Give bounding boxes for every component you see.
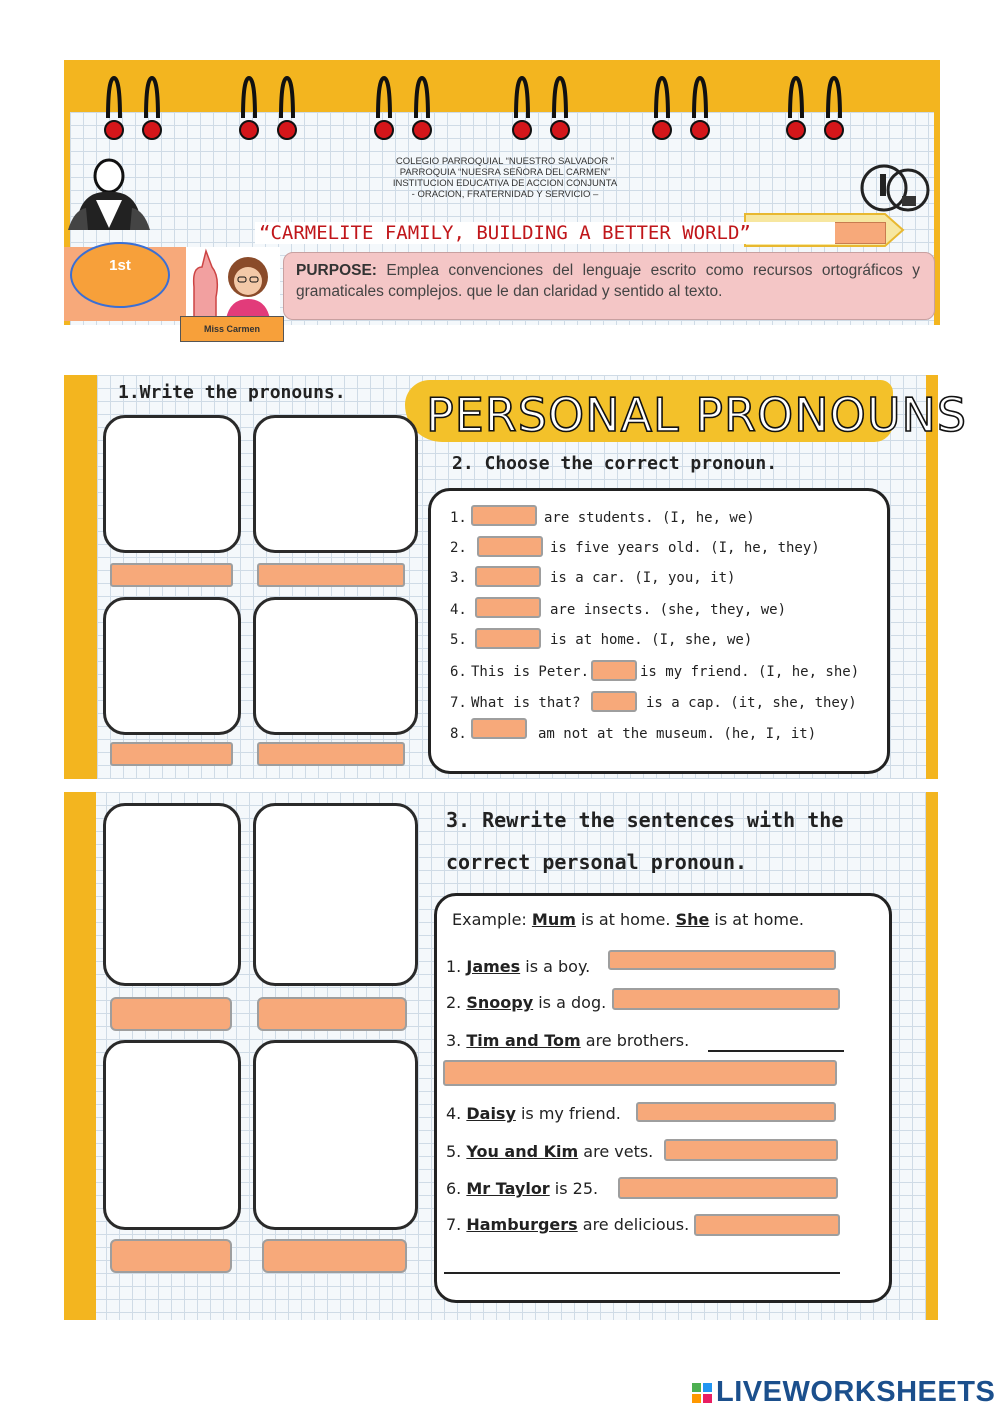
school-info	[340, 156, 670, 200]
binding-ring	[243, 78, 255, 118]
s3-rest: are delicious.	[582, 1215, 690, 1234]
s3-num: 2.	[446, 993, 462, 1012]
s3-row	[446, 957, 590, 976]
picture-group-2	[253, 1040, 418, 1230]
example-rest-2: is at home.	[714, 910, 804, 929]
logo-icon	[692, 1383, 712, 1403]
s2-answer-input-5[interactable]	[475, 628, 541, 649]
teacher-name: Miss Carmen	[203, 324, 261, 334]
binding-ring	[516, 78, 528, 118]
s2-sentence: is a car. (I, you, it)	[550, 570, 736, 586]
s3-row	[446, 1104, 621, 1123]
binding-hole	[691, 121, 709, 139]
s3-subject: Snoopy	[466, 993, 534, 1012]
s3-answer-input-6[interactable]	[618, 1177, 838, 1199]
binding-hole	[143, 121, 161, 139]
s3-subject: Mr Taylor	[466, 1179, 550, 1198]
picture-two-people	[253, 415, 418, 553]
s2-answer-input-4[interactable]	[475, 597, 541, 618]
s3-num: 7.	[446, 1215, 462, 1234]
example-sentence	[452, 910, 804, 929]
saint-logo	[66, 150, 152, 232]
answer-input-picture-7[interactable]	[110, 1239, 232, 1273]
s3-answer-input-2[interactable]	[612, 988, 840, 1010]
s3-row	[446, 1179, 598, 1198]
s3-rest: is a dog.	[538, 993, 607, 1012]
example-label: Example:	[452, 910, 527, 929]
purpose-box	[283, 252, 935, 320]
binding-ring	[656, 78, 668, 118]
page-title-text: PERSONAL PRONOUNS	[426, 388, 968, 442]
answer-input-picture-6[interactable]	[257, 997, 407, 1031]
s2-answer-input-3[interactable]	[475, 566, 541, 587]
binding-ring	[281, 78, 293, 118]
yellow-strip-left	[64, 792, 96, 1320]
write-line	[708, 1050, 844, 1052]
s2-num: 6.	[450, 664, 467, 680]
s3-subject: Hamburgers	[466, 1215, 578, 1234]
s2-sentence-prefix: This is Peter.	[471, 664, 590, 680]
s3-rest: are brothers.	[585, 1031, 690, 1050]
s2-num: 2.	[450, 540, 467, 556]
s2-num: 1.	[450, 510, 467, 526]
s2-num: 7.	[450, 695, 467, 711]
s2-sentence-prefix: What is that?	[471, 695, 581, 711]
binding-ring	[790, 78, 802, 118]
s3-num: 6.	[446, 1179, 462, 1198]
binding-hole	[413, 121, 431, 139]
s3-answer-input-3[interactable]	[443, 1060, 837, 1086]
answer-input-picture-3[interactable]	[110, 742, 233, 766]
teacher-name-plate	[180, 316, 284, 342]
binding-hole	[240, 121, 258, 139]
s3-rest: are vets.	[583, 1142, 654, 1161]
s3-answer-input-1[interactable]	[608, 950, 836, 970]
grade-badge	[70, 242, 170, 308]
school-line: COLEGIO PARROQUIAL “NUESTRO SALVADOR ”	[395, 156, 615, 167]
s3-answer-input-7[interactable]	[694, 1214, 840, 1236]
s3-subject: James	[466, 957, 521, 976]
s3-row	[446, 1031, 689, 1050]
binding-ring	[146, 78, 158, 118]
school-line: INSTITUCION EDUCATIVA DE ACCION CONJUNTA	[392, 178, 618, 189]
s3-subject: You and Kim	[466, 1142, 579, 1161]
s2-answer-input-8[interactable]	[471, 718, 527, 739]
binding-ring	[694, 78, 706, 118]
answer-input-picture-2[interactable]	[257, 563, 405, 587]
s3-rest: is 25.	[554, 1179, 599, 1198]
s2-num: 5.	[450, 632, 467, 648]
s3-num: 3.	[446, 1031, 462, 1050]
answer-input-picture-4[interactable]	[257, 742, 405, 766]
institution-logo	[858, 160, 938, 220]
s3-num: 4.	[446, 1104, 462, 1123]
school-line: - ORACION, FRATERNIDAD Y SERVICIO –	[411, 189, 599, 200]
brand-name: LIVEWORKSHEETS	[716, 1376, 996, 1408]
s3-subject: Tim and Tom	[466, 1031, 581, 1050]
s2-sentence: are students. (I, he, we)	[544, 510, 755, 526]
section2-heading: 2. Choose the correct pronoun.	[452, 453, 778, 474]
teacher-avatar	[186, 247, 280, 319]
yellow-strip-right	[926, 792, 938, 1320]
s3-answer-input-4[interactable]	[636, 1102, 836, 1122]
picture-two-boys-cat	[103, 803, 241, 986]
s2-num: 4.	[450, 602, 467, 618]
s3-answer-input-5[interactable]	[664, 1139, 838, 1161]
picture-three-boys-2	[103, 1040, 241, 1230]
page-title	[426, 383, 968, 443]
example-pronoun: She	[675, 910, 710, 929]
binding-hole	[513, 121, 531, 139]
binding-hole	[375, 121, 393, 139]
binding-hole	[787, 121, 805, 139]
spiral-binding	[64, 72, 940, 152]
s2-sentence: am not at the museum. (he, I, it)	[538, 726, 817, 742]
s3-row	[446, 1215, 689, 1234]
s3-row	[446, 993, 606, 1012]
s2-answer-input-1[interactable]	[471, 505, 537, 526]
s2-num: 3.	[450, 570, 467, 586]
s2-answer-input-6[interactable]	[591, 660, 637, 681]
liveworksheets-logo	[692, 1376, 995, 1409]
s2-sentence: is a cap. (it, she, they)	[646, 695, 857, 711]
s2-sentence: is at home. (I, she, we)	[550, 632, 753, 648]
section3-heading-2: correct personal pronoun.	[446, 850, 748, 874]
picture-group	[253, 597, 418, 735]
picture-man-alone	[103, 415, 241, 553]
s3-subject: Daisy	[466, 1104, 516, 1123]
s2-sentence: is five years old. (I, he, they)	[550, 540, 820, 556]
binding-ring	[416, 78, 428, 118]
s2-answer-input-2[interactable]	[477, 536, 543, 557]
s3-rest: is a boy.	[525, 957, 591, 976]
binding-ring	[378, 78, 390, 118]
s2-sentence: are insects. (she, they, we)	[550, 602, 787, 618]
binding-hole	[551, 121, 569, 139]
yellow-strip-left	[64, 375, 96, 779]
s2-num: 8.	[450, 726, 467, 742]
answer-input-picture-5[interactable]	[110, 997, 232, 1031]
s2-sentence: is my friend. (I, he, she)	[640, 664, 860, 680]
binding-ring	[108, 78, 120, 118]
binding-hole	[825, 121, 843, 139]
example-rest: is at home.	[580, 910, 671, 929]
s3-rest: is my friend.	[520, 1104, 621, 1123]
s3-row	[446, 1142, 653, 1161]
s3-num: 1.	[446, 957, 462, 976]
answer-input-picture-1[interactable]	[110, 563, 233, 587]
section3-heading-1: 3. Rewrite the sentences with the	[446, 808, 844, 832]
example-subject: Mum	[531, 910, 576, 929]
binding-ring	[554, 78, 566, 118]
section1-heading: 1.Write the pronouns.	[118, 382, 346, 403]
motto: “CARMELITE FAMILY, BUILDING A BETTER WORLD”	[255, 222, 835, 244]
picture-three-men	[253, 803, 418, 986]
school-line: PARROQUIA “NUESRA SEÑORA DEL CARMEN”	[399, 167, 611, 178]
binding-hole	[653, 121, 671, 139]
write-line	[444, 1272, 840, 1274]
purpose-text: Emplea convenciones del lenguaje escrito como recursos ortográficos y gramaticales complejos. que le dan claridad y sentido al texto.	[296, 262, 921, 300]
motto-arrow-fill	[832, 222, 886, 244]
picture-three-boys	[103, 597, 241, 735]
binding-ring	[828, 78, 840, 118]
binding-hole	[105, 121, 123, 139]
s3-num: 5.	[446, 1142, 462, 1161]
answer-input-picture-8[interactable]	[262, 1239, 407, 1273]
s2-answer-input-7[interactable]	[591, 691, 637, 712]
grade-label: 1st	[109, 256, 131, 274]
binding-hole	[278, 121, 296, 139]
purpose-label: PURPOSE:	[296, 262, 377, 279]
